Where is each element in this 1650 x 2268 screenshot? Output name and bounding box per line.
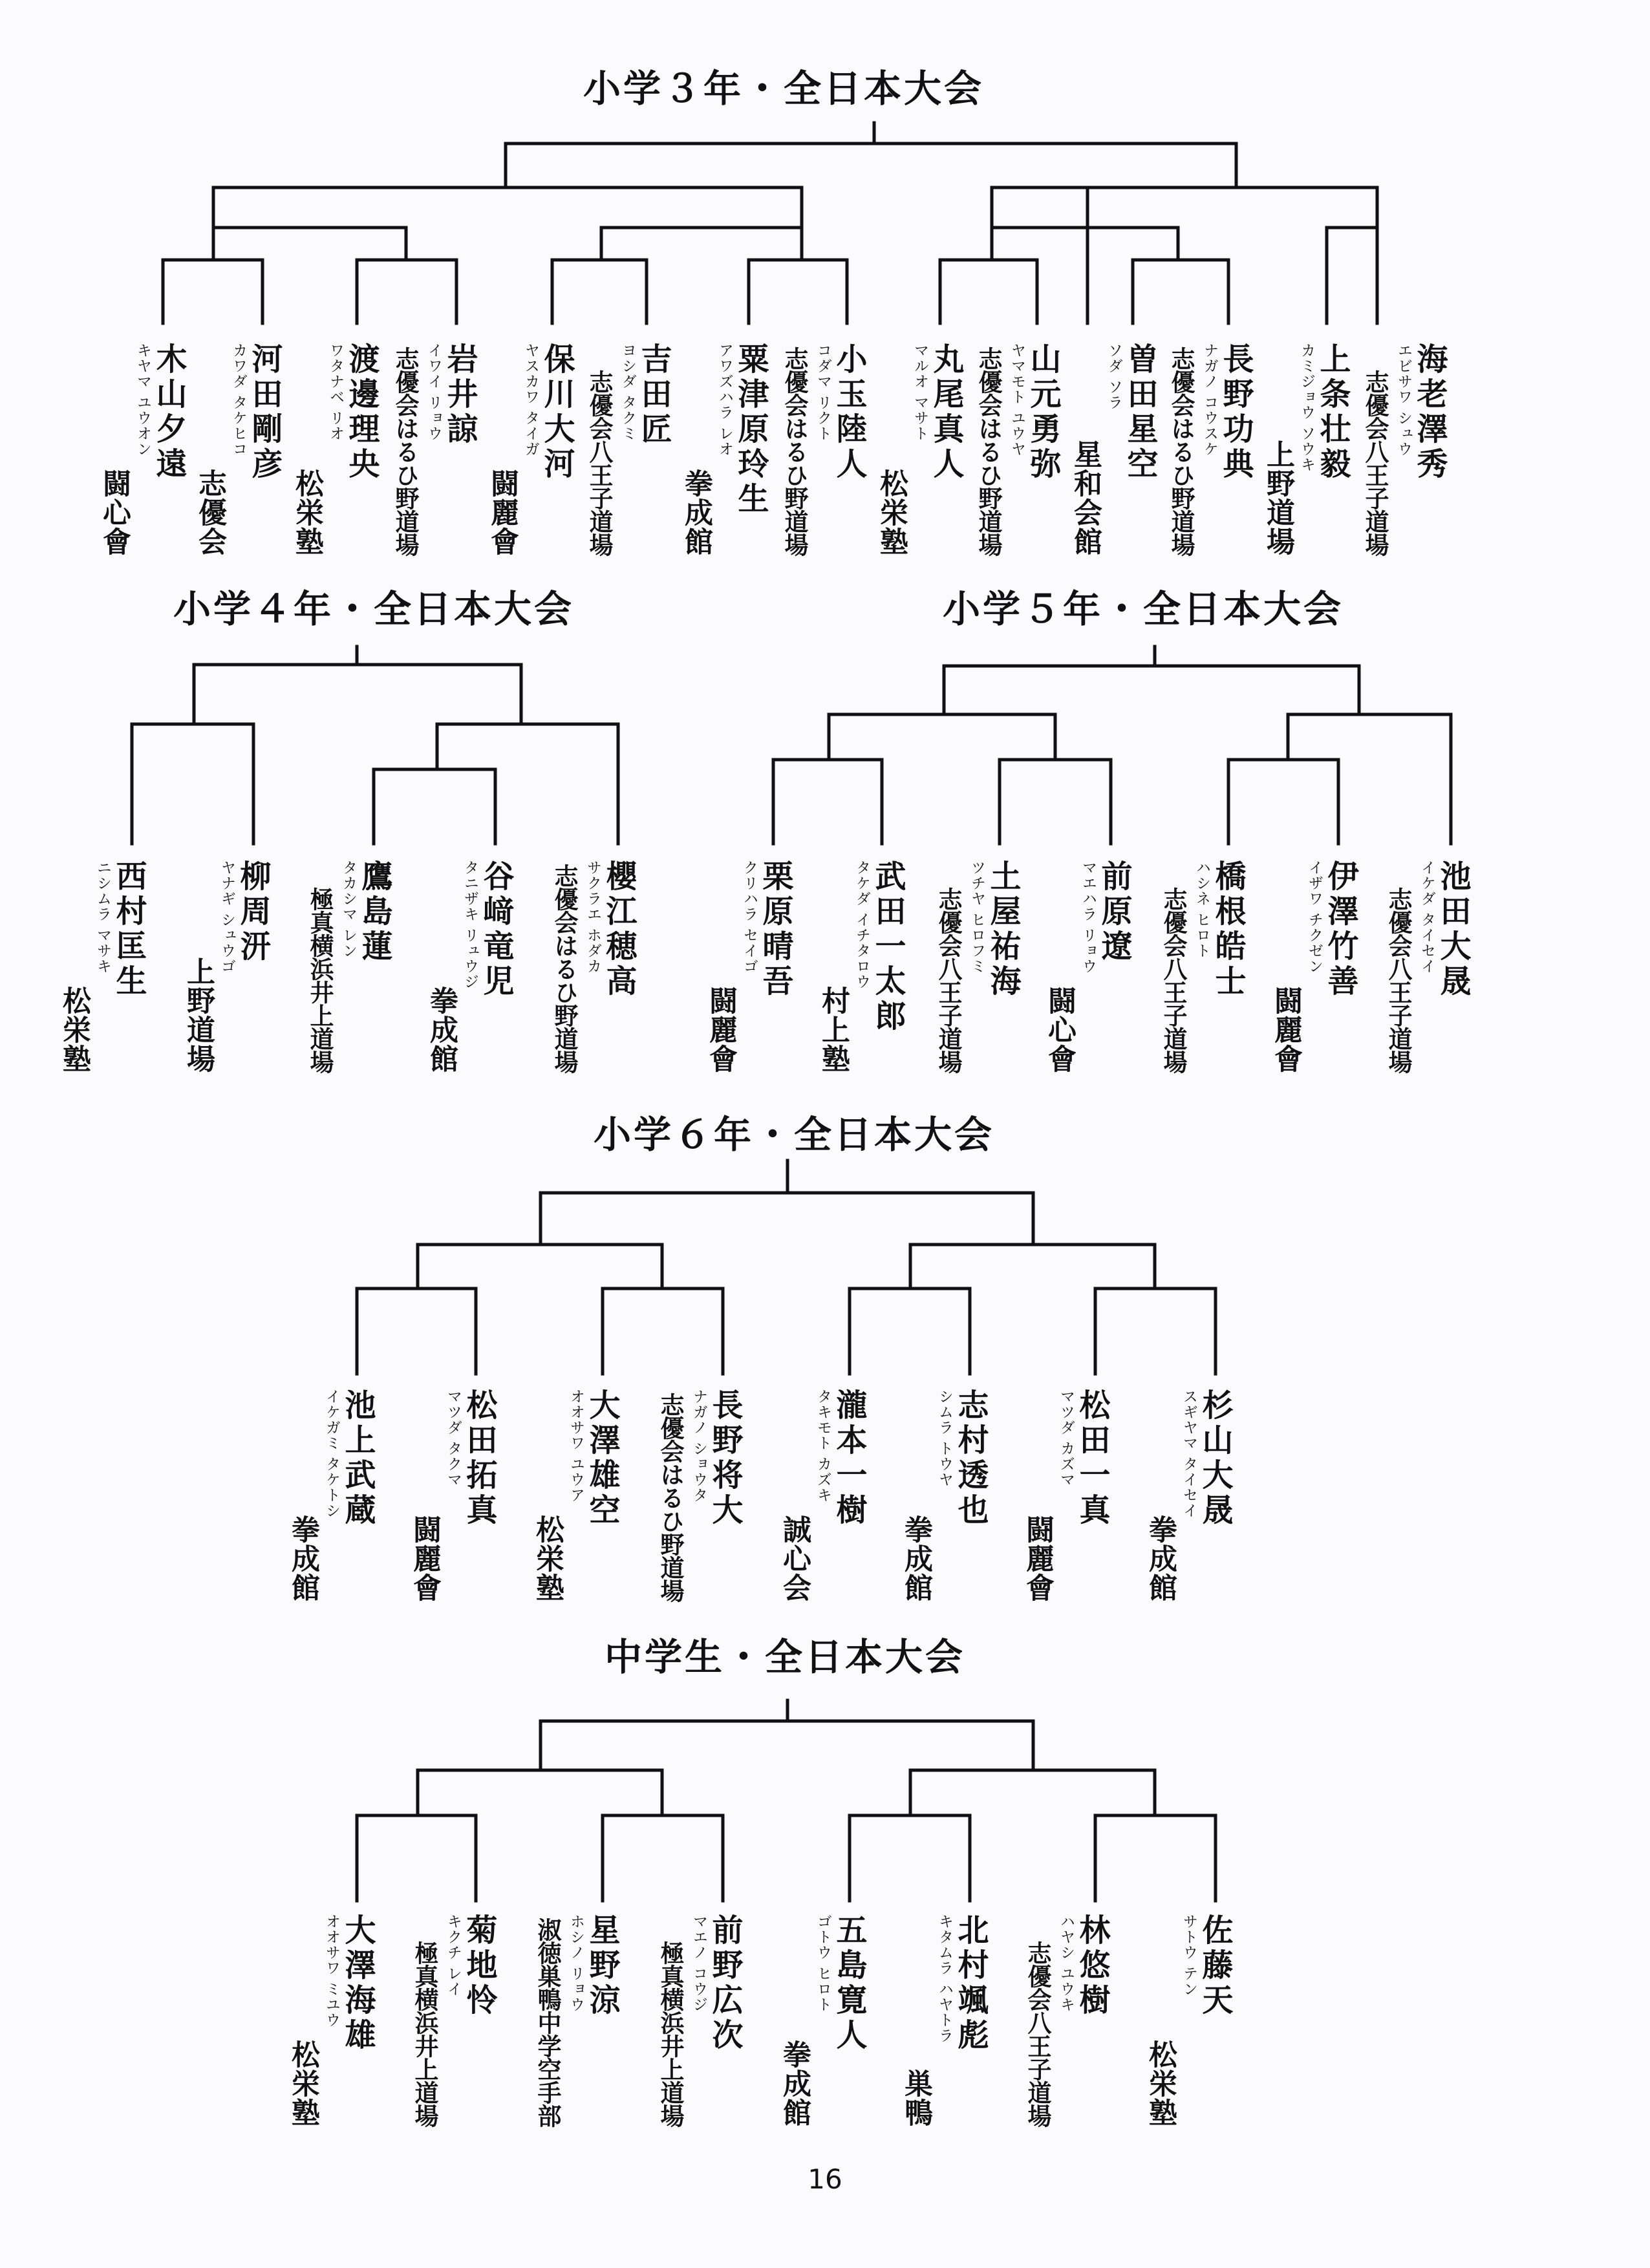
fighter-name: 木山夕遠: [151, 343, 187, 482]
fighter-dojo: 拳成館: [778, 2040, 811, 2127]
fighter-name: 池上武蔵: [339, 1389, 376, 1528]
entry-grade3-4: [391, 343, 478, 556]
fighter-name: 武田一太郎: [870, 860, 906, 1034]
fighter-dojo: 拳成館: [899, 1515, 932, 1602]
fighter-kana: スギヤマ タイセイ: [1181, 1389, 1197, 1519]
entry-grade5-2: [817, 860, 906, 1073]
fighter-name: 瀧本一樹: [831, 1389, 867, 1528]
entry-grade5-4: [1043, 860, 1132, 1073]
fighter-kana: ニシムラ マサキ: [94, 860, 111, 974]
fighter-name: 大澤海雄: [339, 1914, 376, 2053]
fighter-kana: サトウ テン: [1181, 1914, 1197, 1997]
fighter-kana: オオサワ ユウア: [568, 1389, 584, 1503]
fighter-kana: エビサワ シュウ: [1395, 343, 1412, 457]
fighter-kana: イザワ チクゼン: [1306, 860, 1323, 974]
fighter-kana: タカシマ レン: [340, 860, 357, 959]
tournament-title-grade6: 小学６年・全日本大会: [593, 1113, 995, 1157]
fighter-kana: マツダ カズマ: [1058, 1389, 1075, 1488]
fighter-dojo: 上野道場: [1261, 440, 1294, 556]
entry-junior-3: [533, 1914, 620, 2127]
fighter-dojo: 極真横浜井上道場: [411, 1941, 438, 2127]
fighter-name: 土屋祐海: [985, 860, 1021, 1000]
entry-grade5-7: [1384, 860, 1471, 1073]
entry-grade3-8: [780, 343, 867, 556]
fighter-kana: ヤマモト ユウヤ: [1009, 343, 1025, 457]
entry-grade3-14: [1361, 343, 1448, 556]
fighter-name: 志村透也: [952, 1389, 989, 1528]
fighter-name: 池田大晟: [1435, 860, 1471, 1000]
entry-grade3-2: [193, 343, 283, 556]
entry-junior-2: [411, 1914, 497, 2127]
fighter-dojo: 闘麗會: [408, 1515, 441, 1602]
fighter-kana: ワタナベ リオ: [327, 343, 344, 442]
fighter-name: 大澤雄空: [584, 1389, 620, 1528]
fighter-kana: ヤスカワ タイガ: [522, 343, 539, 457]
entry-grade6-2: [408, 1389, 497, 1602]
entry-junior-6: [899, 1914, 989, 2127]
fighter-kana: ナガノ コウスケ: [1201, 343, 1218, 457]
fighter-name: 山元勇弥: [1025, 343, 1061, 482]
fighter-dojo: 松栄塾: [58, 986, 91, 1073]
fighter-name: 上条壮毅: [1314, 343, 1351, 482]
fighter-name: 河田剛彦: [246, 343, 283, 482]
page-number: 16: [808, 2163, 842, 2195]
fighter-dojo: 拳成館: [425, 986, 458, 1073]
fighter-kana: マエノ コウジ: [691, 1914, 707, 2013]
entry-grade4-3: [306, 860, 392, 1073]
fighter-name: 丸尾真人: [928, 343, 964, 482]
fighter-name: 杉山大晟: [1197, 1389, 1233, 1528]
entry-grade6-8: [1144, 1389, 1233, 1602]
fighter-dojo: 志優会八王子道場: [1361, 370, 1389, 556]
fighter-kana: マルオ マサト: [912, 343, 928, 442]
entry-grade4-4: [425, 860, 514, 1073]
fighter-kana: アワズハラ レオ: [716, 343, 733, 457]
fighter-name: 林悠樹: [1074, 1914, 1110, 2018]
entry-grade6-7: [1021, 1389, 1110, 1602]
fighter-name: 伊澤竹善: [1322, 860, 1358, 1000]
fighter-kana: ヨシダ タクミ: [619, 343, 636, 442]
fighter-dojo: 松栄塾: [531, 1515, 564, 1602]
fighter-kana: イケガミ タケトシ: [323, 1389, 340, 1519]
fighter-kana: クリハラ セイゴ: [741, 860, 758, 974]
fighter-name: 長野将大: [707, 1389, 743, 1528]
fighter-name: 岩井諒: [442, 343, 478, 447]
fighter-kana: シムラ トウヤ: [936, 1389, 953, 1488]
tournament-title-grade3: 小学３年・全日本大会: [583, 67, 985, 111]
fighter-name: 橋根皓士: [1210, 860, 1246, 1000]
fighter-dojo: 志優会: [193, 469, 226, 556]
fighter-name: 五島寛人: [831, 1914, 867, 2053]
entry-grade3-10: [974, 343, 1061, 556]
entry-grade5-5: [1159, 860, 1246, 1073]
fighter-dojo: 志優会はるひ野道場: [391, 347, 419, 556]
fighter-name: 前野広次: [707, 1914, 743, 2053]
entry-grade6-4: [656, 1389, 743, 1602]
entry-grade6-3: [531, 1389, 620, 1602]
entry-grade4-1: [58, 860, 147, 1073]
fighter-dojo: 志優会はるひ野道場: [780, 347, 808, 556]
fighter-kana: ツチヤ ヒロフミ: [969, 860, 985, 974]
fighter-name: 前原遼: [1096, 860, 1132, 965]
fighter-name: 吉田匠: [636, 343, 672, 447]
bracket-junior-high: [357, 1700, 1216, 1901]
fighter-kana: サクラエ ホダカ: [584, 860, 601, 974]
entry-grade3-12: [1167, 343, 1254, 556]
entry-junior-1: [286, 1914, 376, 2127]
fighter-kana: イワイ リョウ: [425, 343, 442, 442]
entry-grade3-13: [1261, 343, 1351, 556]
fighter-name: 曽田星空: [1122, 343, 1158, 482]
fighter-dojo: 志優会八王子道場: [1023, 1941, 1051, 2127]
fighter-kana: ソダ ソラ: [1106, 343, 1122, 411]
entry-grade6-1: [286, 1389, 376, 1602]
entry-grade6-5: [778, 1389, 867, 1602]
fighter-dojo: 闘心會: [1043, 986, 1076, 1073]
fighter-kana: カミジョウ ソウキ: [1298, 343, 1315, 473]
entry-grade3-3: [290, 343, 380, 556]
bracket-grade3: [163, 123, 1377, 323]
fighter-dojo: 極真横浜井上道場: [306, 887, 334, 1073]
fighter-dojo: 誠心会: [778, 1515, 811, 1602]
bracket-grade5: [773, 647, 1451, 844]
entry-grade5-3: [934, 860, 1021, 1073]
fighter-name: 柳周汧: [235, 860, 271, 965]
fighter-name: 鷹島蓮: [356, 860, 392, 965]
fighter-kana: オオサワ ミユウ: [323, 1914, 340, 2028]
fighter-name: 北村颯彪: [952, 1914, 989, 2053]
fighter-kana: イケダ タイセイ: [1419, 860, 1435, 974]
fighter-name: 櫻江穂高: [601, 860, 637, 1000]
fighter-kana: ヤナギ シュウゴ: [219, 860, 235, 974]
fighter-kana: ハヤシ ユウキ: [1058, 1914, 1075, 2013]
fighter-name: 栗原晴吾: [757, 860, 793, 1000]
fighter-name: 星野涼: [584, 1914, 620, 2018]
fighter-dojo: 星和会館: [1069, 440, 1102, 556]
entry-junior-5: [778, 1914, 867, 2127]
fighter-dojo: 闘麗會: [1269, 986, 1302, 1073]
entry-junior-4: [656, 1914, 743, 2127]
entry-grade6-6: [899, 1389, 989, 1602]
fighter-kana: キヤマ ユウオン: [134, 343, 151, 457]
fighter-dojo: 上野道場: [182, 957, 215, 1073]
fighter-name: 松田拓真: [461, 1389, 497, 1528]
tournament-title-junior-high: 中学生・全日本大会: [604, 1635, 966, 1679]
entry-grade5-1: [704, 860, 793, 1073]
fighter-dojo: 闘麗會: [704, 986, 737, 1073]
fighter-kana: キクチ レイ: [445, 1914, 462, 1997]
fighter-kana: キタムラ ハヤトラ: [936, 1914, 953, 2044]
bracket-grade6: [357, 1161, 1216, 1374]
fighter-dojo: 志優会はるひ野道場: [1167, 347, 1195, 556]
fighter-dojo: 松栄塾: [290, 469, 323, 556]
fighter-dojo: 志優会八王子道場: [1384, 887, 1412, 1073]
entry-junior-7: [1023, 1914, 1110, 2127]
fighter-kana: ホシノ リョウ: [568, 1914, 584, 2013]
fighter-kana: タケダ イチタロウ: [853, 860, 870, 990]
fighter-name: 松田一真: [1074, 1389, 1110, 1528]
fighter-kana: タキモト カズキ: [815, 1389, 831, 1503]
entry-grade4-2: [182, 860, 271, 1073]
fighter-dojo: 闘麗會: [486, 469, 519, 556]
fighter-dojo: 志優会八王子道場: [585, 370, 613, 556]
fighter-dojo: 村上塾: [817, 986, 850, 1073]
entry-grade5-6: [1269, 860, 1358, 1073]
fighter-dojo: 松栄塾: [875, 469, 908, 556]
fighter-name: 海老澤秀: [1411, 343, 1448, 482]
entry-grade3-11: [1069, 343, 1158, 556]
fighter-dojo: 志優会八王子道場: [934, 887, 962, 1073]
fighter-name: 佐藤天: [1197, 1914, 1233, 2018]
entry-grade3-7: [680, 343, 769, 556]
fighter-dojo: 極真横浜井上道場: [656, 1941, 684, 2127]
fighter-dojo: 松栄塾: [1144, 2040, 1177, 2127]
fighter-kana: ゴトウ ヒロト: [815, 1914, 831, 2013]
fighter-kana: コダマ リクト: [815, 343, 831, 442]
fighter-name: 菊地怜: [461, 1914, 497, 2018]
tournament-title-grade4: 小学４年・全日本大会: [173, 587, 575, 631]
fighter-kana: マツダ タクマ: [445, 1389, 462, 1488]
fighter-dojo: 闘麗會: [1021, 1515, 1054, 1602]
fighter-dojo: 拳成館: [286, 1515, 319, 1602]
fighter-kana: タニザキ リュウジ: [462, 860, 478, 990]
fighter-name: 粟津原玲生: [733, 343, 769, 517]
fighter-kana: カワダ タケヒコ: [230, 343, 247, 457]
entry-grade3-9: [875, 343, 964, 556]
fighter-dojo: 拳成館: [1144, 1515, 1177, 1602]
fighter-name: 谷﨑竜児: [478, 860, 514, 1000]
fighter-dojo: 志優会はるひ野道場: [550, 864, 578, 1073]
entry-grade3-1: [98, 343, 187, 556]
fighter-name: 渡邊理央: [343, 343, 380, 482]
entry-junior-8: [1144, 1914, 1233, 2127]
fighter-dojo: 淑徳巣鴨中学空手部: [533, 1918, 561, 2127]
fighter-name: 長野功典: [1217, 343, 1254, 482]
fighter-dojo: 松栄塾: [286, 2040, 319, 2127]
fighter-name: 保川大河: [539, 343, 575, 482]
fighter-dojo: 巣鴨: [899, 2069, 932, 2127]
fighter-dojo: 志優会はるひ野道場: [656, 1393, 684, 1602]
fighter-kana: マエハラ リョウ: [1080, 860, 1097, 974]
fighter-kana: ナガノ ショウタ: [691, 1389, 707, 1503]
fighter-kana: ハシネ ヒロト: [1194, 860, 1210, 959]
fighter-dojo: 闘心會: [98, 469, 131, 556]
entry-grade3-6: [585, 343, 672, 556]
entry-grade4-5: [550, 860, 637, 1073]
bracket-grade4: [132, 647, 618, 844]
fighter-dojo: 志優会はるひ野道場: [974, 347, 1002, 556]
fighter-name: 小玉陸人: [831, 343, 867, 482]
fighter-dojo: 拳成館: [680, 469, 712, 556]
entry-grade3-5: [486, 343, 575, 556]
fighter-dojo: 志優会八王子道場: [1159, 887, 1187, 1073]
tournament-title-grade5: 小学５年・全日本大会: [942, 587, 1344, 631]
fighter-name: 西村匡生: [111, 860, 147, 1000]
